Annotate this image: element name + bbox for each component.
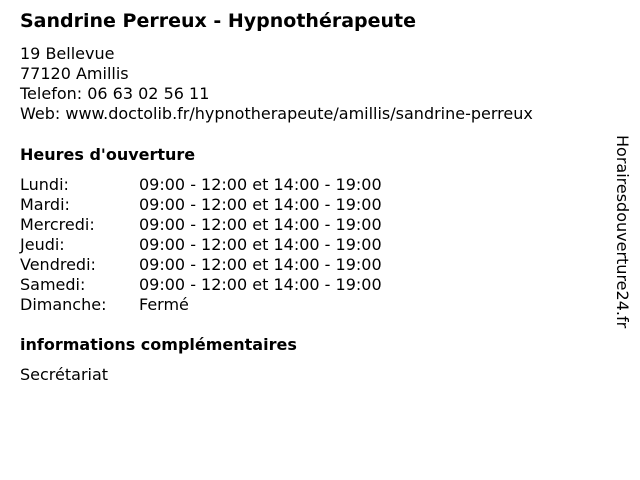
time-range: 09:00 - 12:00 et 14:00 - 19:00 [139,235,382,254]
phone-number: Telefon: 06 63 02 56 11 [20,84,210,103]
time-range: Fermé [139,295,189,314]
day-label: Mardi: [20,195,70,214]
site-watermark: Horairesdouverture24.fr [613,135,632,329]
time-range: 09:00 - 12:00 et 14:00 - 19:00 [139,255,382,274]
address-city: 77120 Amillis [20,64,129,83]
additional-info-text: Secrétariat [20,365,109,384]
day-label: Jeudi: [20,235,65,254]
time-range: 09:00 - 12:00 et 14:00 - 19:00 [139,175,382,194]
time-range: 09:00 - 12:00 et 14:00 - 19:00 [139,275,382,294]
address-street: 19 Bellevue [20,44,115,63]
additional-info-heading: informations complémentaires [20,335,297,354]
day-label: Vendredi: [20,255,96,274]
day-label: Samedi: [20,275,86,294]
address-block [20,44,533,124]
day-label: Lundi: [20,175,69,194]
day-label: Dimanche: [20,295,107,314]
page-title: Sandrine Perreux - Hypnothérapeute [20,10,417,32]
opening-hours-heading: Heures d'ouverture [20,145,196,164]
time-range: 09:00 - 12:00 et 14:00 - 19:00 [139,195,382,214]
time-range: 09:00 - 12:00 et 14:00 - 19:00 [139,215,382,234]
website-url: Web: www.doctolib.fr/hypnotherapeute/amillis/sandrine-perreux [20,104,533,123]
day-label: Mercredi: [20,215,95,234]
